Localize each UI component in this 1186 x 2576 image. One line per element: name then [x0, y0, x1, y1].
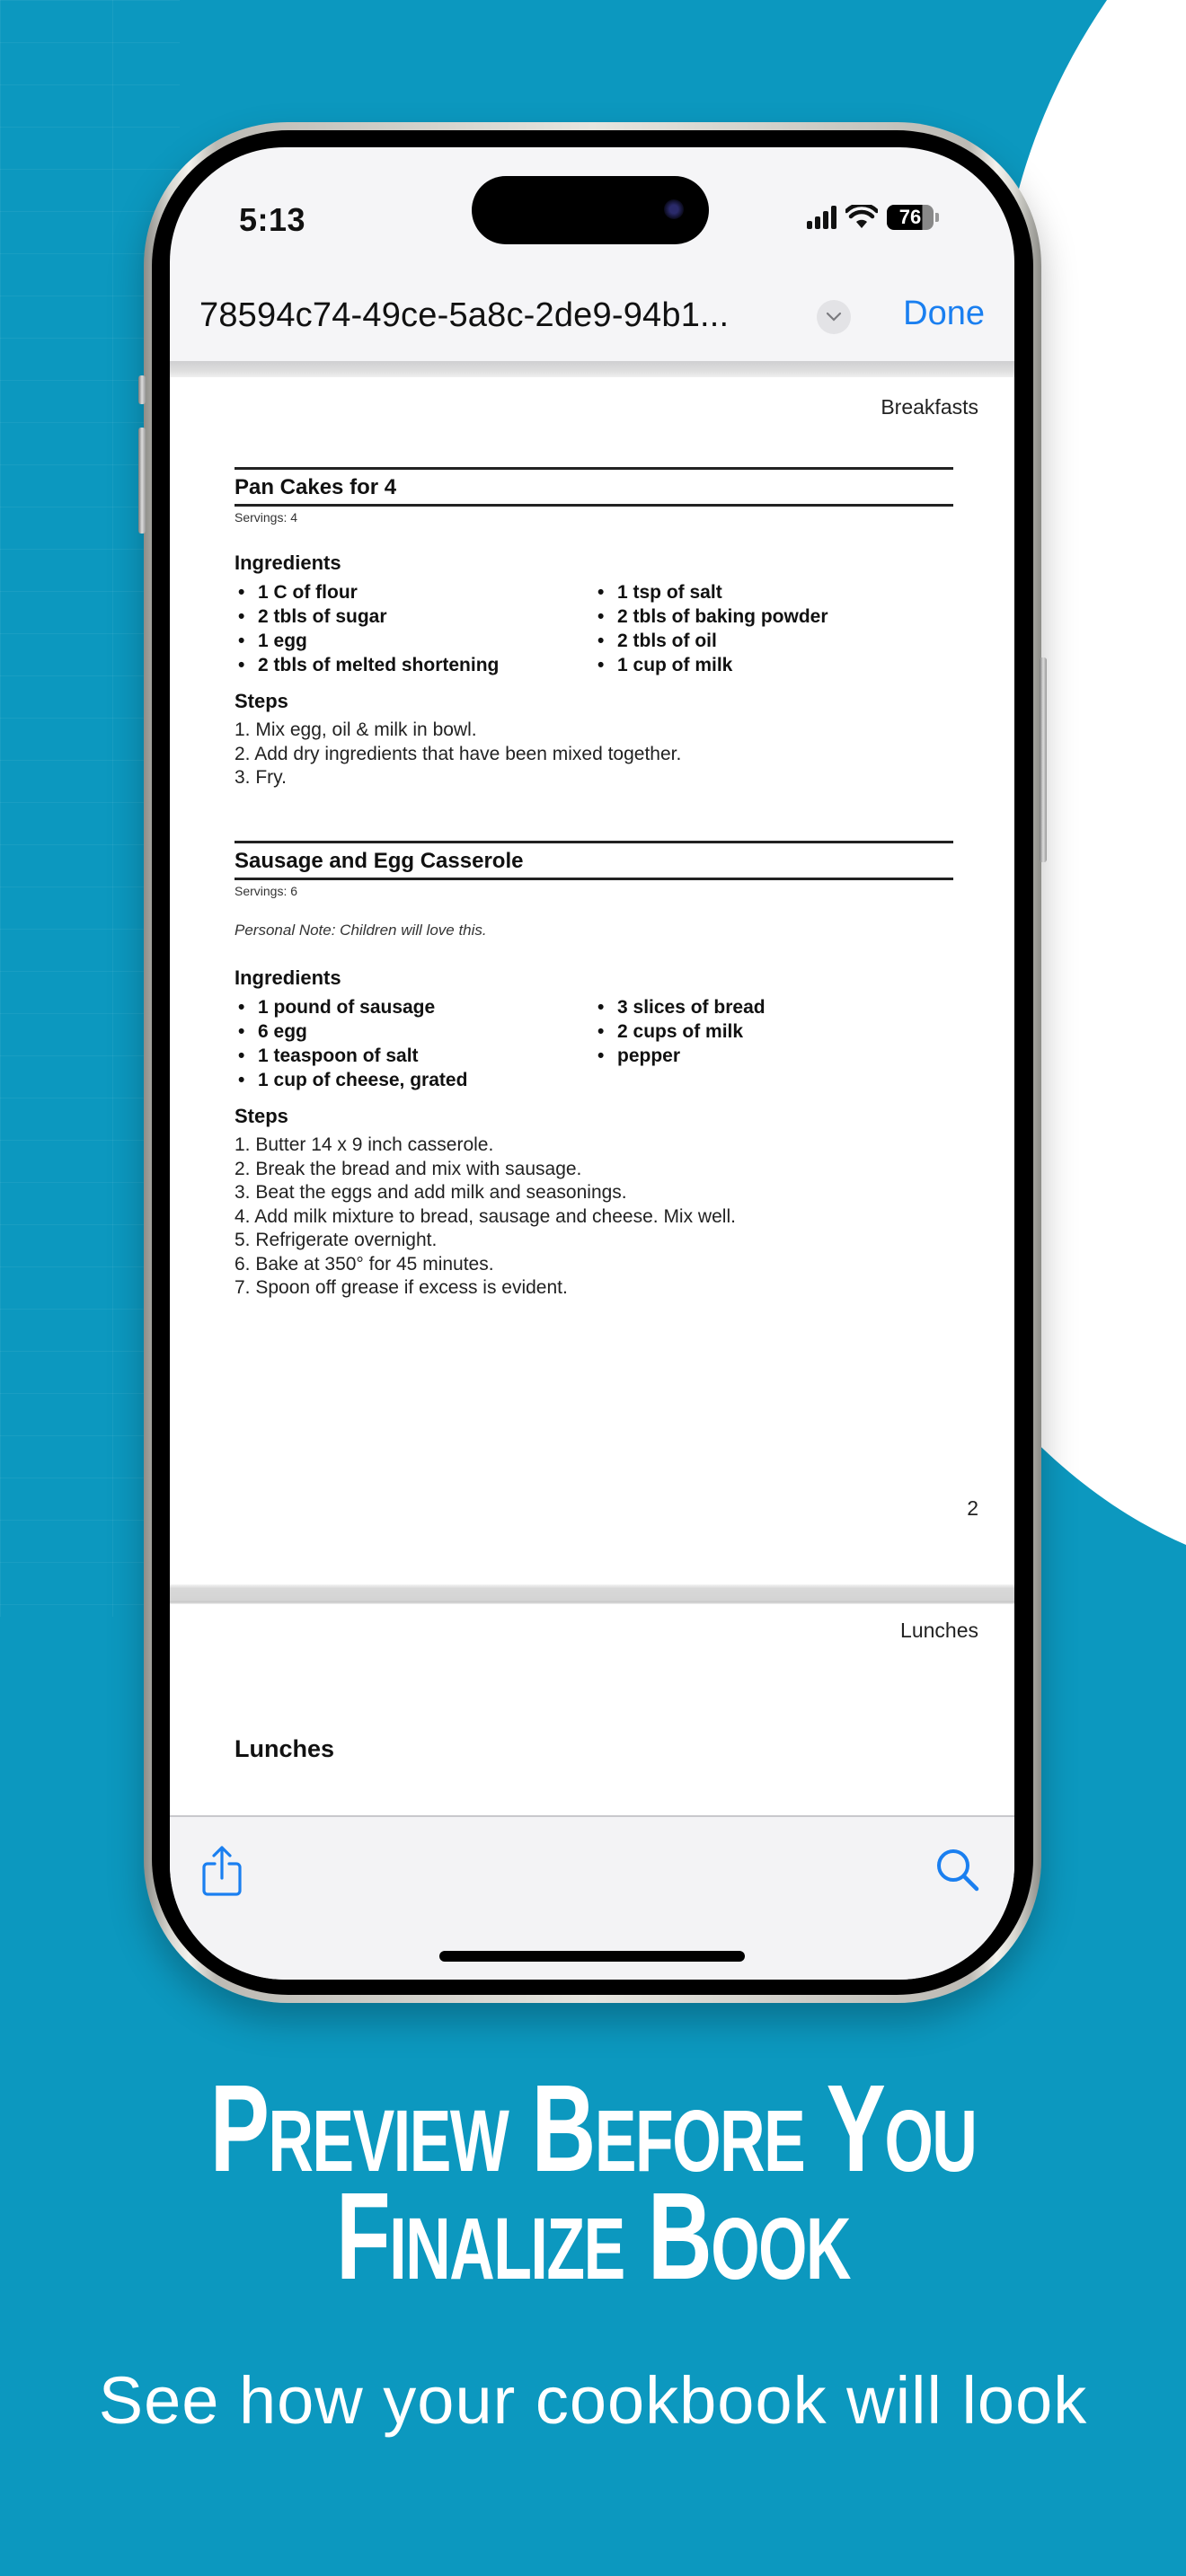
recipe-title-rule [235, 841, 953, 880]
recipe-title: Sausage and Egg Casserole [235, 849, 524, 873]
step-item: 6. Bake at 350° for 45 minutes. [235, 1253, 494, 1275]
chevron-down-icon[interactable] [817, 300, 851, 334]
phone-screen [170, 147, 1014, 1980]
ingredients-label: Ingredients [235, 966, 341, 989]
ingredient-item: • 2 tbls of sugar [235, 604, 594, 629]
ingredient-item: • pepper [594, 1044, 953, 1068]
servings: Servings: 4 [235, 510, 298, 525]
battery-level: 76 [887, 205, 934, 230]
page-separator [170, 1584, 1014, 1604]
front-camera-icon [664, 199, 684, 219]
power-button [1040, 657, 1047, 862]
ingredient-item: • 2 tbls of oil [594, 629, 953, 653]
step-item: 1. Butter 14 x 9 inch casserole. [235, 1134, 494, 1155]
step-item: 4. Add milk mixture to bread, sausage and cheese. Mix well. [235, 1205, 736, 1227]
ingredient-item: • 1 cup of cheese, grated [235, 1068, 594, 1092]
document-title: 78594c74-49ce-5a8c-2de9-94b1... [199, 296, 730, 334]
page-2 [170, 377, 1014, 1584]
step-item: 3. Fry. [235, 767, 287, 788]
volume-up-button [138, 428, 146, 498]
ingredients-label: Ingredients [235, 551, 341, 574]
ingredients-column-right [594, 995, 953, 1092]
step-item: 1. Mix egg, oil & milk in bowl. [235, 719, 477, 740]
servings: Servings: 6 [235, 884, 298, 898]
recipe-sausage-egg-casserole [235, 841, 953, 1301]
ingredients-list [235, 995, 953, 1092]
page-top-edge [170, 361, 1014, 377]
running-head: Lunches [900, 1619, 978, 1642]
status-bar [170, 147, 1014, 273]
search-button[interactable] [934, 1846, 982, 1894]
ingredient-item: • 3 slices of bread [594, 995, 953, 1019]
search-icon [934, 1846, 982, 1894]
steps-list [235, 1134, 953, 1301]
section-title: Lunches [235, 1735, 335, 1762]
share-button[interactable] [199, 1844, 245, 1898]
ingredient-item: • 2 tbls of melted shortening [235, 653, 594, 677]
navigation-bar [170, 273, 1014, 361]
step-item: 2. Break the bread and mix with sausage. [235, 1158, 582, 1179]
marketing-headline-line1: Preview Before You [209, 2060, 977, 2198]
ingredients-list [235, 580, 953, 677]
ingredient-item: • 2 tbls of baking powder [594, 604, 953, 629]
share-icon [199, 1844, 245, 1898]
ingredient-item: • 1 C of flour [235, 580, 594, 604]
ingredient-item: • 1 egg [235, 629, 594, 653]
volume-down-button [138, 489, 146, 534]
step-item: 7. Spoon off grease if excess is evident. [235, 1277, 568, 1298]
steps-list [235, 719, 953, 790]
marketing-headline-line2: Finalize Book [335, 2167, 850, 2306]
cellular-signal-icon [807, 206, 836, 229]
recipe-title-rule [235, 467, 953, 507]
recipe-title: Pan Cakes for 4 [235, 475, 397, 499]
dynamic-island [472, 176, 709, 244]
ingredient-item: • 1 teaspoon of salt [235, 1044, 594, 1068]
status-time: 5:13 [239, 201, 306, 238]
status-icons [807, 205, 939, 230]
ingredients-column-left [235, 995, 594, 1092]
running-head: Breakfasts [881, 395, 978, 419]
ingredient-item: • 6 egg [235, 1019, 594, 1044]
pdf-preview[interactable] [170, 361, 1014, 1816]
ingredients-column-right [594, 580, 953, 677]
ingredients-column-left [235, 580, 594, 677]
ingredient-item: • 1 cup of milk [594, 653, 953, 677]
recipe-pan-cakes [235, 467, 953, 790]
step-item: 5. Refrigerate overnight. [235, 1230, 438, 1250]
action-button [138, 375, 146, 404]
battery-icon [887, 205, 939, 230]
page-3 [170, 1604, 1014, 1816]
marketing-tagline: See how your cookbook will look [98, 2363, 1088, 2438]
ingredient-item: • 2 cups of milk [594, 1019, 953, 1044]
ingredient-item: • 1 tsp of salt [594, 580, 953, 604]
steps-label: Steps [235, 1105, 288, 1127]
ingredient-item: • 1 pound of sausage [235, 995, 594, 1019]
done-button[interactable]: Done [903, 295, 985, 332]
step-item: 2. Add dry ingredients that have been mixed together. [235, 743, 682, 764]
page-number: 2 [967, 1496, 978, 1520]
wifi-icon [845, 205, 878, 230]
home-indicator[interactable] [439, 1951, 745, 1962]
personal-note: Personal Note: Children will love this. [235, 922, 487, 939]
step-item: 3. Beat the eggs and add milk and seasonings. [235, 1182, 627, 1203]
steps-label: Steps [235, 690, 288, 712]
